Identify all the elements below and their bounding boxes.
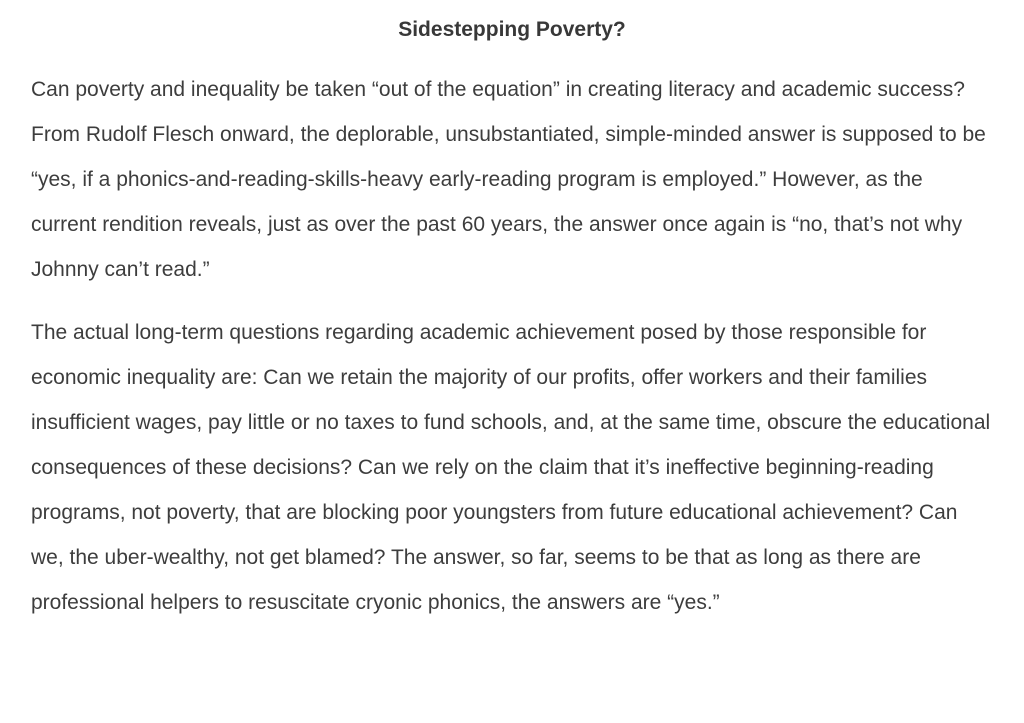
paragraph-2: The actual long-term questions regarding academic achievement posed by those responsible for economic inequality are: Can we retain the majority of our profits, offer workers and their families insufficient wages, pay little or no taxes to fund schools, and, at the same time, obscure the educational consequences of these decisions? Can we rely on the claim that it’s ineffective beginning-reading programs, not poverty, that are blocking poor youngsters from future educational achievement? Can we, the uber-wealthy, not get blamed? The answer, so far, seems to be that as long as there are professional helpers to resuscitate cryonic phonics, the answers are “yes.” [31,321,991,614]
paragraph-1: Can poverty and inequality be taken “out of the equation” in creating literacy and academic success? From Rudolf Flesch onward, the deplorable, unsubstantiated, simple-minded answer is supposed to be “yes, if a phonics-and-reading-skills-heavy early-reading program is employed.” However, as the current rendition reveals, just as over the past 60 years, the answer once again is “no, that’s not why Johnny can’t read.” [31,78,986,281]
article-title: Sidestepping Poverty? [398,18,626,41]
